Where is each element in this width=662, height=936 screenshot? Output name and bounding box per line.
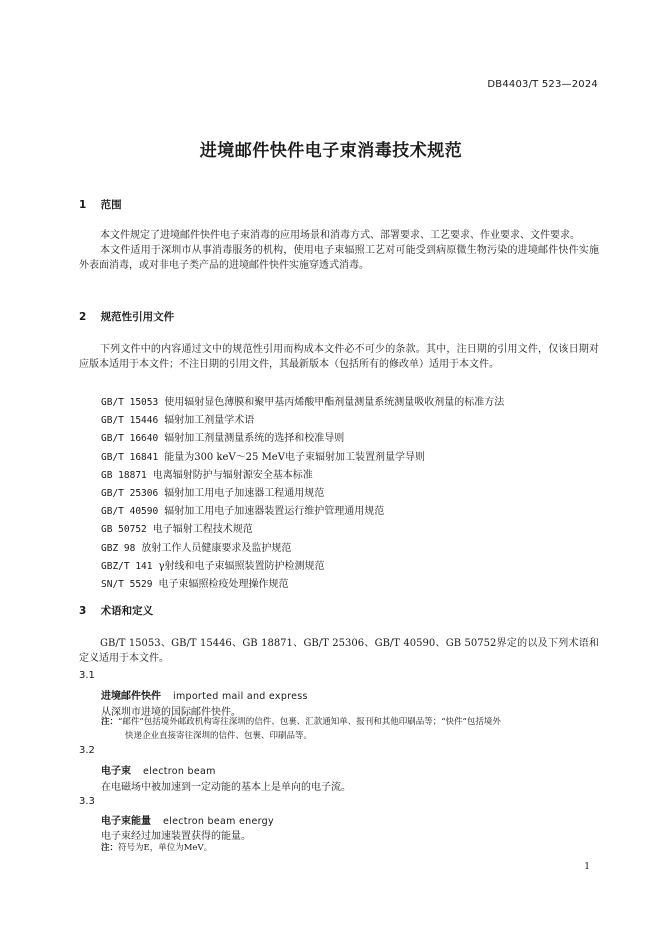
reference-title: 辐射加工用电子加速器工程通用规范 [164, 487, 325, 499]
note-text: “邮件”包括境外邮政机构寄往深圳的信件、包裹、汇款通知单、报刊和其他印刷品等；“快件”包括境外 [118, 717, 501, 727]
term-heading [101, 687, 308, 702]
terms-intro [79, 636, 599, 666]
scope-body [79, 228, 599, 273]
reference-item [101, 449, 601, 467]
reference-code: GB 18871 [101, 469, 147, 481]
section-title: 规范性引用文件 [100, 311, 175, 323]
term-note [101, 841, 601, 855]
reference-code: GBZ/T 141 [101, 560, 153, 572]
term-number: 3.3 [79, 796, 95, 807]
reference-item [101, 540, 601, 558]
reference-title: 辐射加工剂量测量系统的选择和校准导则 [164, 433, 345, 445]
document-code: DB4403/T 523—2024 [487, 79, 598, 90]
reference-list [101, 394, 601, 594]
reference-code: GB/T 40590 [101, 506, 159, 518]
reference-item [101, 412, 601, 430]
section-title: 范围 [100, 199, 122, 211]
term-english: imported mail and express [173, 691, 308, 702]
reference-code: GB/T 15446 [101, 415, 159, 427]
reference-code: GB/T 16841 [101, 451, 159, 463]
page-title: 进境邮件快件电子束消毒技术规范 [199, 141, 463, 161]
section-3-heading [79, 603, 153, 618]
reference-item [101, 485, 601, 503]
reference-item [101, 558, 601, 576]
note-text: 符号为E，单位为MeV。 [118, 843, 213, 853]
term-note [101, 715, 601, 743]
reference-title: 电离辐射防护与辐射源安全基本标准 [152, 469, 313, 481]
term-heading [101, 812, 274, 827]
term-chinese: 电子束能量 [101, 816, 151, 827]
section-number: 2 [79, 311, 87, 323]
note-text-continued: 快递企业直接寄往深圳的信件、包裹、印刷品等。 [125, 731, 313, 741]
reference-code: GB/T 16640 [101, 433, 159, 445]
section-2-heading [79, 309, 174, 324]
reference-item [101, 430, 601, 448]
term-heading [101, 762, 216, 777]
reference-code: SN/T 5529 [101, 578, 153, 590]
reference-title: 使用辐射显色薄膜和聚甲基丙烯酸甲酯剂量测量系统测量吸收剂量的标准方法 [164, 397, 505, 408]
reference-code: GB 50752 [101, 524, 147, 536]
normative-intro-paragraph: 下列文件中的内容通过文中的规范性引用而构成本文件必不可少的条款。其中，注日期的引用文件，仅该日期对应版本适用于本文件；不注日期的引用文件，其最新版本（包括所有的修改单）适用于本文件。 [79, 344, 599, 370]
reference-title: 能量为300 keV～25 MeV电子束辐射加工装置剂量学导则 [164, 451, 425, 463]
reference-item [101, 576, 601, 594]
reference-item [101, 503, 601, 521]
term-definition: 在电磁场中被加速到一定动能的基本上是单向的电子流。 [101, 782, 351, 793]
term-number: 3.1 [79, 670, 95, 681]
reference-item [101, 394, 601, 412]
term-definition: 从深圳市进境的国际邮件快件。 [101, 707, 241, 718]
note-label: 注： [101, 843, 119, 853]
term-english: electron beam energy [163, 816, 274, 827]
note-label: 注： [101, 717, 119, 727]
reference-item [101, 521, 601, 539]
section-title: 术语和定义 [100, 605, 154, 617]
reference-code: GB/T 25306 [101, 487, 159, 499]
scope-paragraph-1: 本文件规定了进境邮件快件电子束消毒的应用场景和消毒方式、部署要求、工艺要求、作业要求、文件要求。 [100, 230, 580, 241]
section-number: 1 [79, 199, 87, 211]
term-chinese: 电子束 [101, 766, 131, 777]
reference-title: 辐射加工用电子加速器装置运行维护管理通用规范 [164, 506, 385, 518]
normative-intro [79, 342, 599, 372]
reference-title: 电子束辐照检疫处理操作规范 [158, 578, 289, 590]
term-chinese: 进境邮件快件 [101, 691, 161, 702]
reference-code: GBZ 98 [101, 542, 136, 554]
term-number: 3.2 [79, 745, 95, 756]
section-1-heading [79, 197, 122, 212]
term-english: electron beam [143, 766, 216, 777]
section-number: 3 [79, 605, 87, 617]
reference-title: 放射工作人员健康要求及监护规范 [141, 542, 292, 554]
reference-title: 辐射加工剂量学术语 [164, 415, 255, 427]
reference-title: γ射线和电子束辐照装置防护检测规范 [158, 560, 325, 572]
scope-paragraph-2: 本文件适用于深圳市从事消毒服务的机构，使用电子束辐照工艺对可能受到病原微生物污染的进境邮件快件实施外表面消毒，或对非电子类产品的进境邮件快件实施穿透式消毒。 [79, 245, 599, 271]
term-definition: 电子束经过加速装置获得的能量。 [101, 831, 251, 842]
reference-title: 电子辐射工程技术规范 [152, 524, 253, 536]
reference-item [101, 467, 601, 485]
page-number: 1 [584, 862, 590, 872]
terms-intro-paragraph: GB/T 15053、GB/T 15446、GB 18871、GB/T 25306、GB/T 40590、GB 50752界定的以及下列术语和定义适用于本文件。 [79, 638, 599, 664]
reference-code: GB/T 15053 [101, 397, 159, 408]
